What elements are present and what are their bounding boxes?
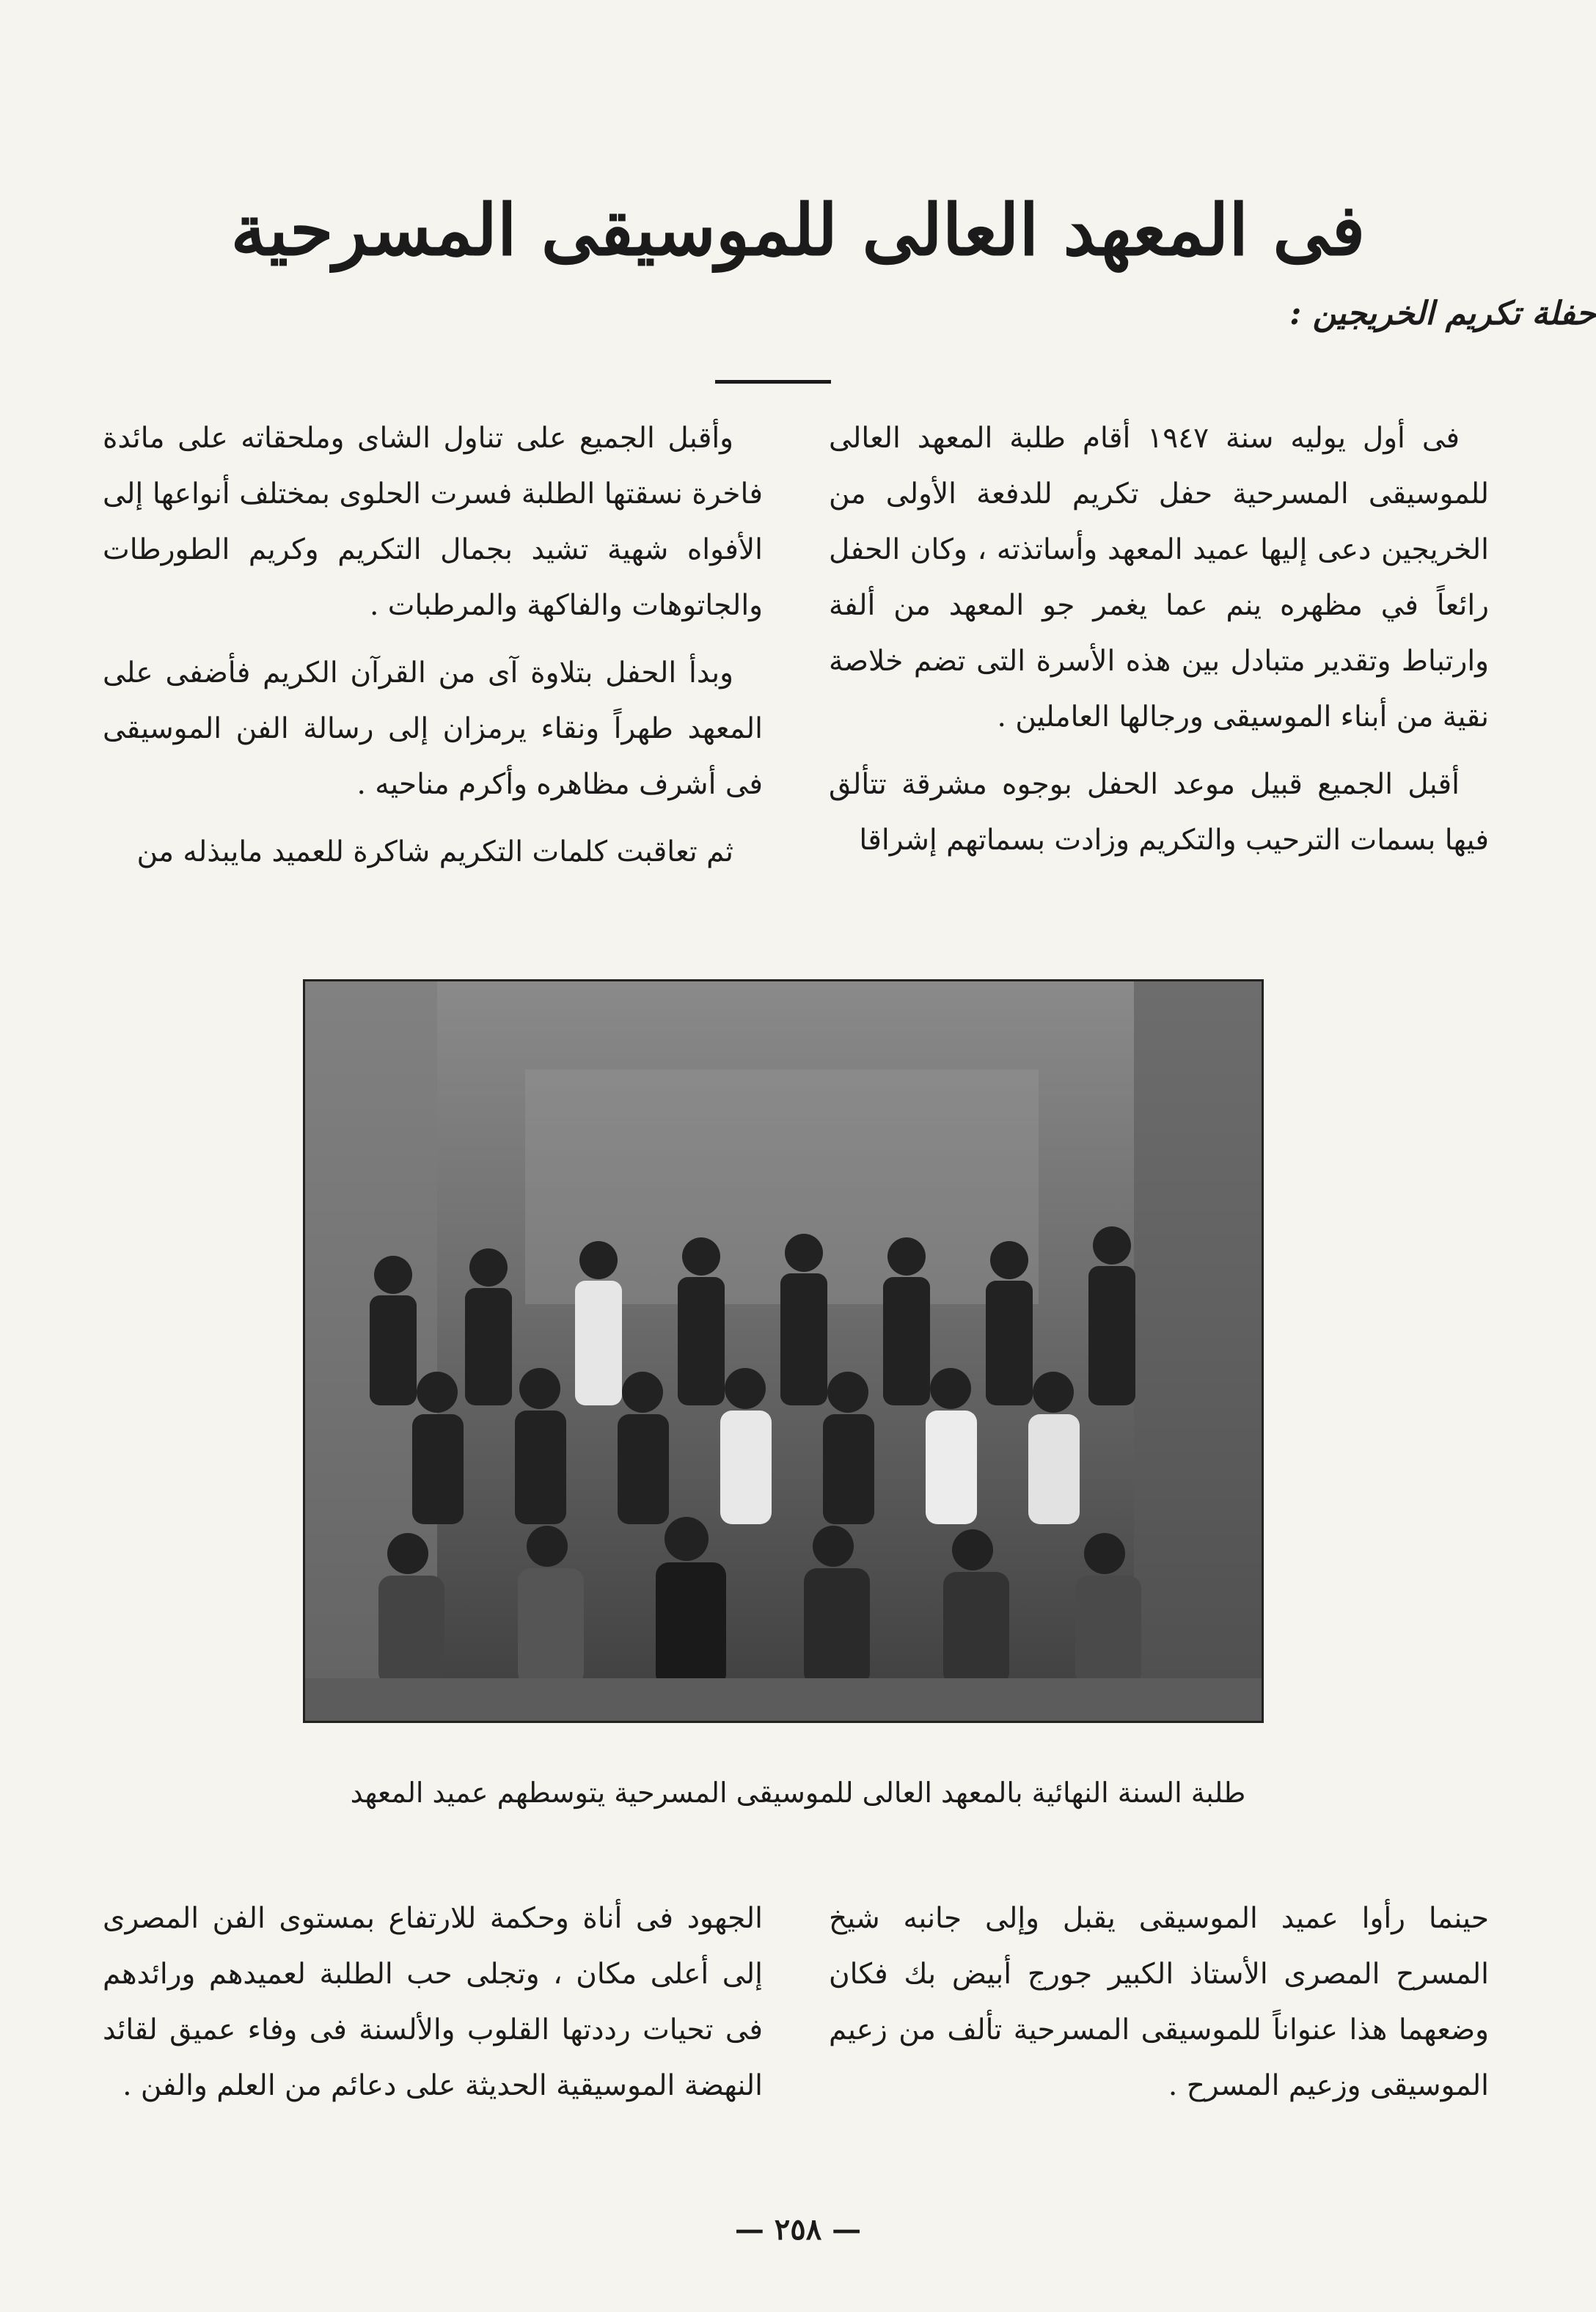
group-photo-illustration [305,981,1262,1721]
top-right-column [829,411,1489,880]
title-divider [715,380,831,384]
paragraph: أقبل الجميع قبيل موعد الحفل بوجوه مشرقة تتألق فيها بسمات الترحيب والتكريم وزادت بسماتهم إشراقا [829,768,1489,857]
bottom-right-column [829,1891,1489,2126]
top-left-column [103,411,763,892]
article-title: فى المعهد العالى للموسيقى المسرحية [230,189,1366,272]
paragraph: وأقبل الجميع على تناول الشاى وملحقاته على مائدة فاخرة نسقتها الطلبة فسرت الحلوى بمختلف أنواعها إلى الأفواه شهية تشيد بجمال التكريم وكريم الطورطات والجاتوهات والفاكهة والمرطبات . [103,422,763,622]
photo-caption: طلبة السنة النهائية بالمعهد العالى للموسيقى المسرحية يتوسطهم عميد المعهد [350,1777,1246,1809]
paragraph: حينما رأوا عميد الموسيقى يقبل وإلى جانبه شيخ المسرح المصرى الأستاذ الكبير جورج أبيض بك فكان وضعهما هذا عنواناً للموسيقى المسرحية تألف من زعيم الموسيقى وزعيم المسرح . [829,1902,1489,2102]
paragraph: فى أول يوليه سنة ١٩٤٧ أقام طلبة المعهد العالى للموسيقى المسرحية حفل تكريم للدفعة الأولى من الخريجين دعى إليها عميد المعهد وأساتذته ، وكان الحفل رائعاً في مظهره ينم عما يغمر جو المعهد من ألفة وارتباط وتقدير متبادل بين هذه الأسرة التى تضم خلاصة نقية من أبناء الموسيقى ورجالها العاملين . [829,422,1489,734]
page-number: — ٢٥٨ — [734,2212,862,2247]
bottom-left-column [103,1891,763,2126]
paragraph: الجهود فى أناة وحكمة للارتفاع بمستوى الفن المصرى إلى أعلى مكان ، وتجلى حب الطلبة لعميدهم ورائدهم فى تحيات رددتها القلوب والألسنة فى وفاء عميق لقائد النهضة الموسيقية الحديثة على دعائم من العلم والفن . [103,1902,763,2102]
group-photo [303,979,1264,1723]
paragraph: وبدأ الحفل بتلاوة آى من القرآن الكريم فأضفى على المعهد طهراً ونقاء يرمزان إلى رسالة الفن الموسيقى فى أشرف مظاهره وأكرم مناحيه . [103,656,763,801]
paragraph: ثم تعاقبت كلمات التكريم شاكرة للعميد مايبذله من [136,835,733,868]
section-heading: حفلة تكريم الخريجين : [1289,295,1596,332]
